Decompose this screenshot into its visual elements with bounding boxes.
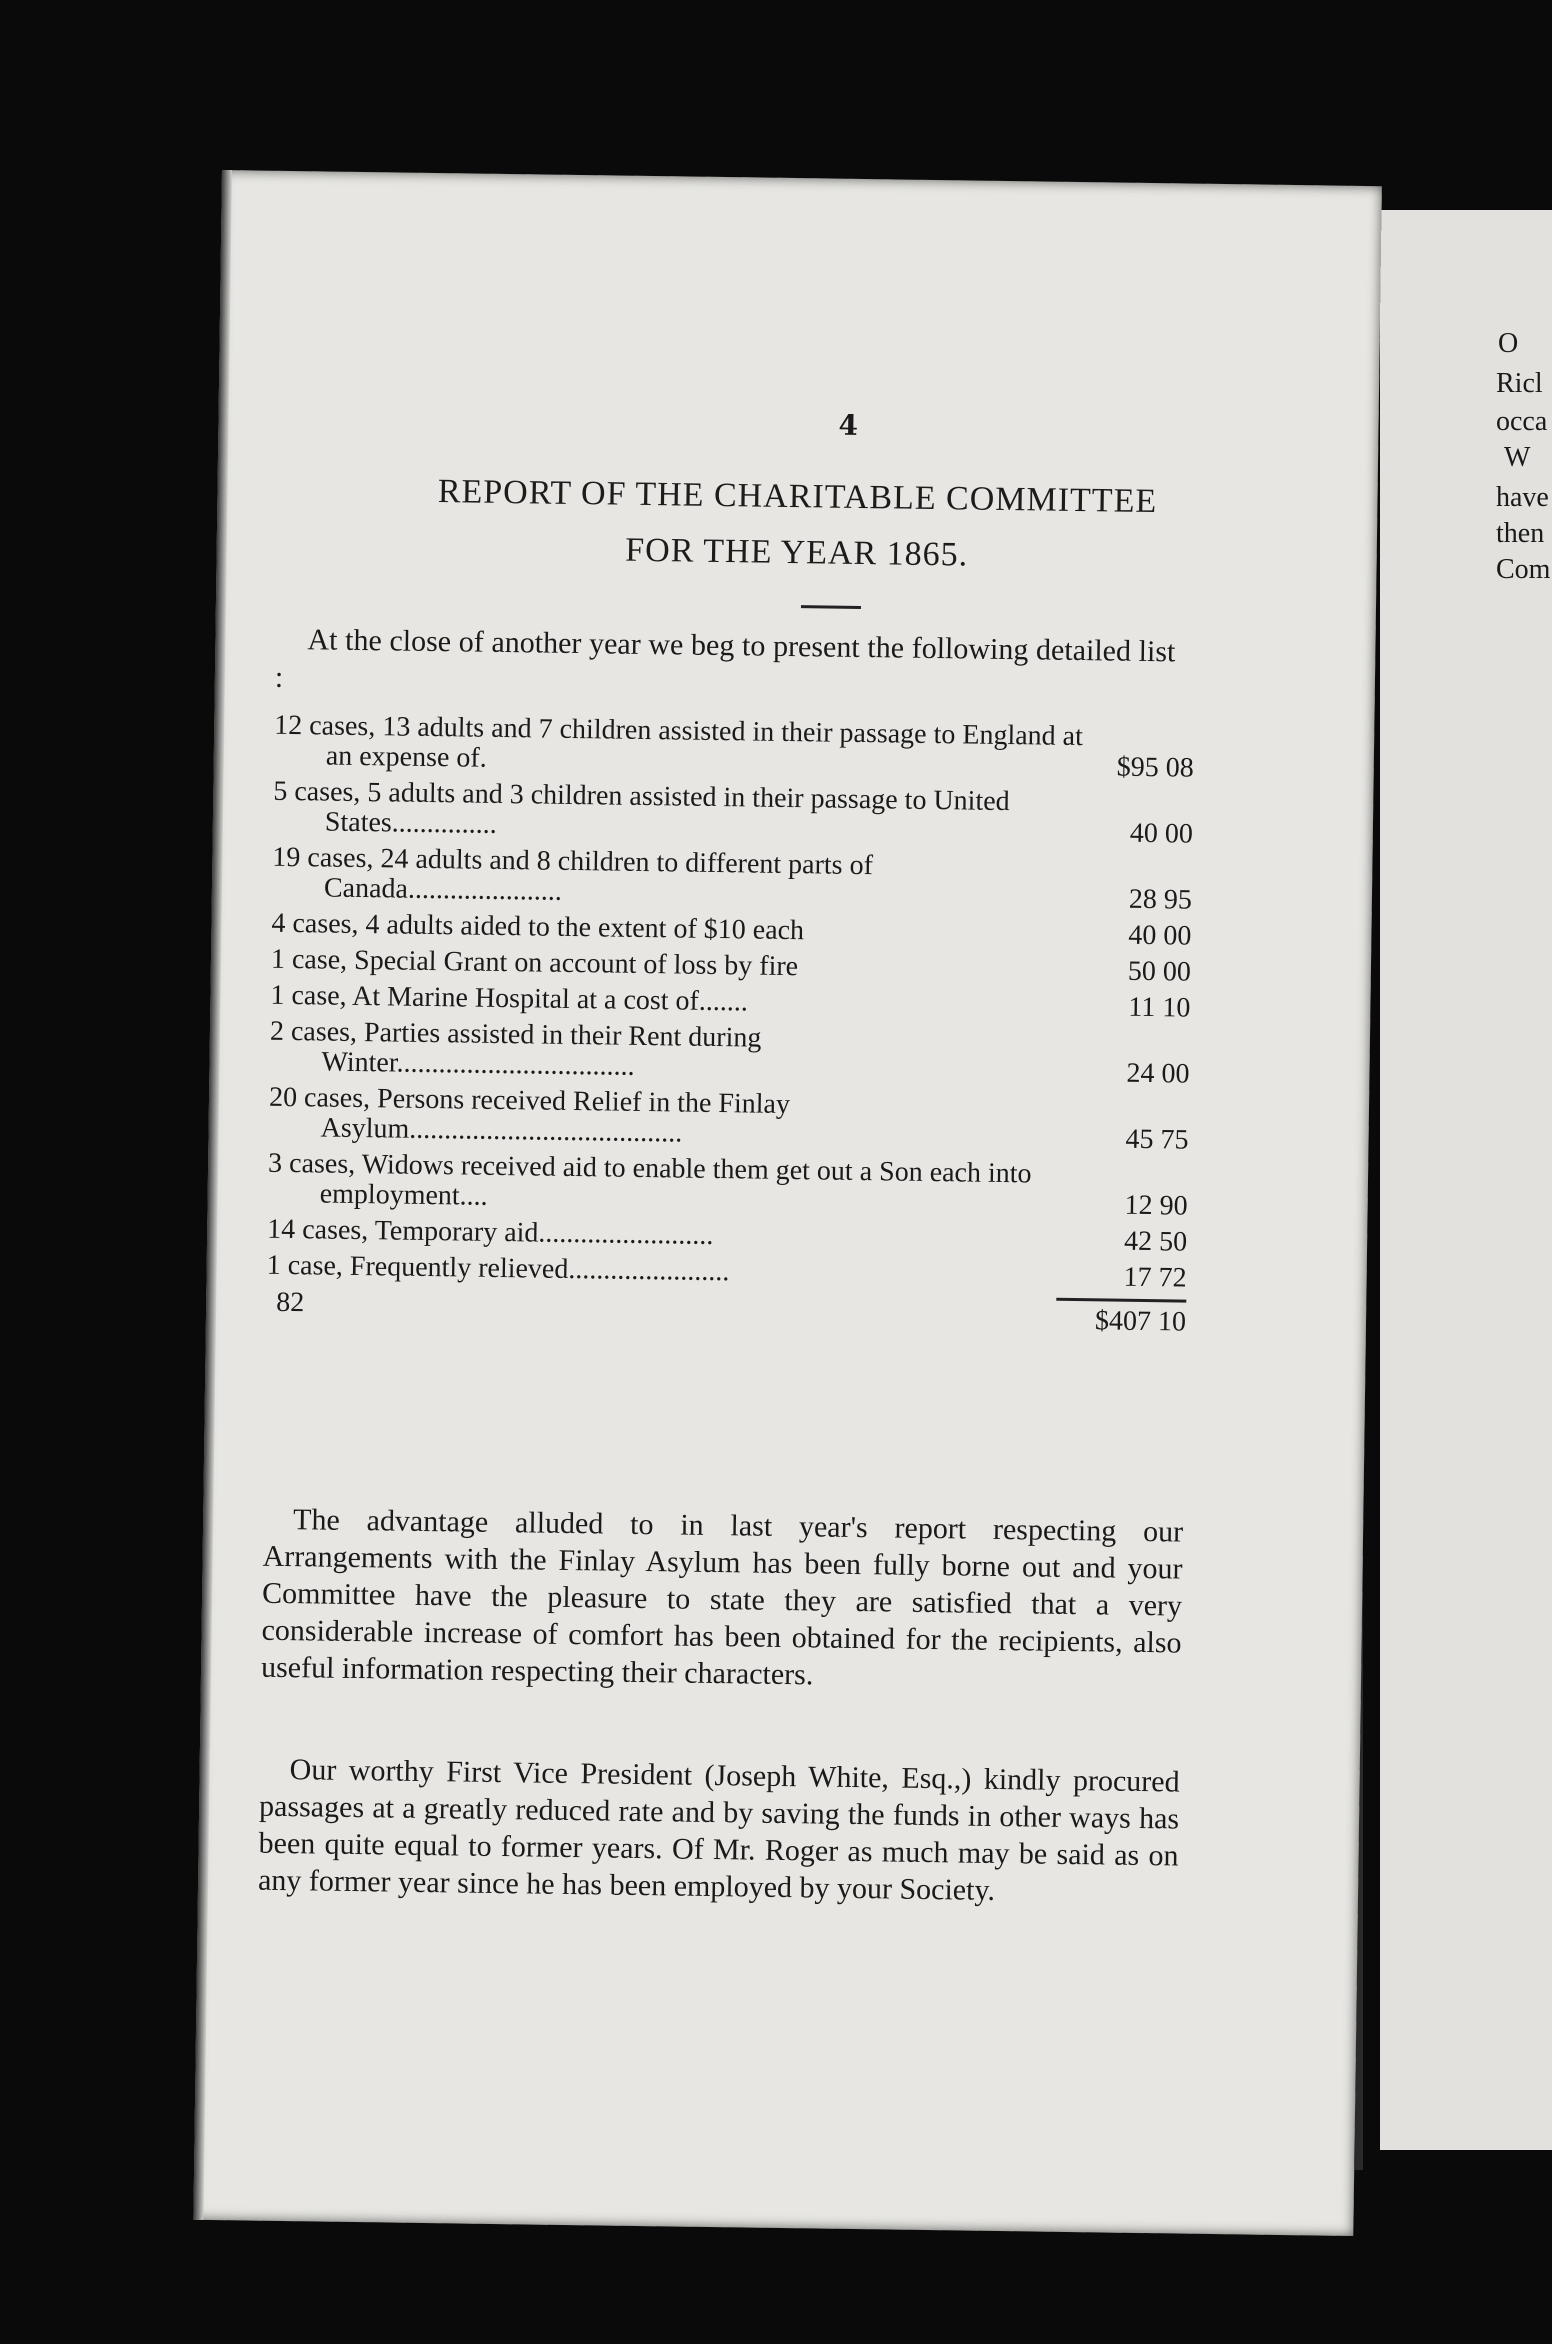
adjacent-fragment: then bbox=[1496, 518, 1545, 549]
adjacent-page bbox=[1380, 210, 1552, 2150]
entry-description: 19 cases, 24 adults and 8 children to different parts of Canada...................... bbox=[272, 841, 874, 907]
total-amount: $407 10 bbox=[1056, 1298, 1187, 1339]
entry-description: 20 cases, Persons received Relief in the Finlay Asylum....................................... bbox=[268, 1081, 791, 1149]
entry-description: 1 case, At Marine Hospital at a cost of....... bbox=[270, 979, 749, 1018]
entry-amount: 40 00 bbox=[1129, 817, 1194, 850]
intro-paragraph: At the close of another year we beg to present the following detailed list : bbox=[274, 623, 1176, 694]
body-paragraph: Our worthy First Vice President (Joseph White, Esq.,) kindly procured passages at a greatly reduced rate and by saving the funds in other ways has been quite equal to former years. Of Mr. Roger as much may be said as on any former year since he has been employed by your Society. bbox=[257, 1753, 1180, 1907]
entry-description: 12 cases, 13 adults and 7 children assisted in their passage to England at an expense of. bbox=[274, 709, 1084, 774]
list-item bbox=[268, 1149, 1189, 1222]
title-rule bbox=[801, 605, 861, 609]
entry-description: 14 cases, Temporary aid......................... bbox=[266, 1213, 714, 1251]
adjacent-fragment: Com bbox=[1496, 554, 1551, 585]
entry-description: 1 case, Frequently relieved....................... bbox=[266, 1249, 730, 1288]
adjacent-fragment: O bbox=[1498, 328, 1519, 359]
report-title: REPORT OF THE CHARITABLE COMMITTEE bbox=[437, 473, 1158, 521]
list-item bbox=[272, 843, 1193, 916]
entry-amount: 24 00 bbox=[1126, 1057, 1190, 1090]
entry-description: 3 cases, Widows received aid to enable them get out a Son each into employment.... bbox=[267, 1147, 1032, 1212]
list-item bbox=[268, 1083, 1189, 1156]
entry-amount: $95 08 bbox=[1116, 751, 1194, 784]
entry-amount: 45 75 bbox=[1125, 1123, 1189, 1156]
adjacent-fragment: Ricl bbox=[1496, 368, 1543, 399]
entry-description: 5 cases, 5 adults and 3 children assisted in their passage to United States............... bbox=[273, 775, 1010, 840]
page-number: 4 bbox=[838, 408, 859, 442]
adjacent-fragment: occa bbox=[1496, 406, 1548, 437]
total-case-count: 82 bbox=[275, 1286, 305, 1319]
list-item bbox=[266, 1251, 1186, 1294]
entry-description: 2 cases, Parties assisted in their Rent during Winter.................................. bbox=[269, 1015, 762, 1082]
list-item bbox=[274, 711, 1195, 784]
entry-amount: 12 90 bbox=[1124, 1189, 1188, 1222]
document-page bbox=[193, 170, 1382, 2236]
body-paragraph: The advantage alluded to in last year's report respecting our Arrangements with the Finlay Asylum has been fully borne out and your Committee have the pleasure to state they are satisfied that a very considerable increase of comfort has been obtained for the recipients, also useful information respecting their characters. bbox=[260, 1503, 1184, 1692]
entry-amount: 17 72 bbox=[1123, 1261, 1187, 1294]
entry-amount: 40 00 bbox=[1128, 919, 1192, 952]
report-subtitle: FOR THE YEAR 1865. bbox=[625, 531, 969, 574]
entry-amount: 28 95 bbox=[1128, 883, 1193, 916]
list-item bbox=[269, 1017, 1190, 1090]
entry-description: 4 cases, 4 adults aided to the extent of $10 each bbox=[271, 907, 805, 947]
adjacent-fragment: W bbox=[1504, 442, 1531, 473]
entry-amount: 42 50 bbox=[1123, 1225, 1188, 1258]
list-item bbox=[273, 777, 1194, 850]
total-row bbox=[266, 1287, 1186, 1339]
entry-amount: 50 00 bbox=[1127, 955, 1192, 988]
adjacent-fragment: have bbox=[1496, 482, 1549, 513]
expense-list bbox=[266, 711, 1194, 1339]
entry-description: 1 case, Special Grant on account of loss by fire bbox=[270, 943, 799, 983]
entry-amount: 11 10 bbox=[1128, 991, 1191, 1024]
